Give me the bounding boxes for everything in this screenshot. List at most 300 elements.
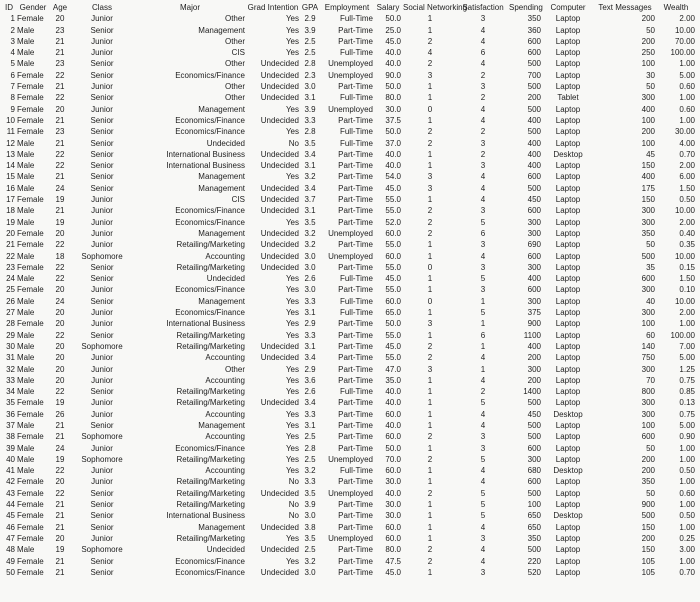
cell-wealth: 100.00 bbox=[670, 330, 695, 340]
table-row bbox=[2, 533, 696, 544]
cell-computer: Desktop bbox=[553, 409, 583, 419]
cell-age: 22 bbox=[55, 161, 65, 171]
cell-major: Undecided bbox=[206, 545, 245, 555]
cell-gender: Male bbox=[17, 353, 35, 363]
cell-id: 38 bbox=[6, 432, 15, 442]
cell-gender: Male bbox=[17, 420, 35, 430]
cell-satisfaction: 3 bbox=[480, 285, 486, 295]
cell-grad-intention: Yes bbox=[285, 443, 299, 453]
cell-spending: 400 bbox=[527, 149, 541, 159]
cell-employment: Part-Time bbox=[338, 511, 373, 521]
column-header-social-networking: Social Networking bbox=[403, 3, 468, 12]
table-row bbox=[2, 544, 696, 555]
cell-salary: 47.5 bbox=[385, 556, 401, 566]
cell-social-networking: 1 bbox=[427, 443, 433, 453]
cell-class: Senior bbox=[90, 115, 114, 125]
cell-text-messages: 100 bbox=[641, 115, 655, 125]
cell-gpa: 3.2 bbox=[304, 240, 316, 250]
cell-text-messages: 150 bbox=[641, 195, 655, 205]
cell-satisfaction: 4 bbox=[480, 59, 486, 69]
cell-social-networking: 1 bbox=[427, 500, 433, 510]
cell-computer: Laptop bbox=[555, 398, 581, 408]
cell-grad-intention: Undecided bbox=[260, 115, 299, 125]
cell-text-messages: 250 bbox=[641, 48, 655, 58]
cell-salary: 30.0 bbox=[385, 511, 401, 521]
cell-employment: Unemployed bbox=[328, 70, 373, 80]
cell-employment: Part-Time bbox=[338, 420, 373, 430]
cell-social-networking: 3 bbox=[427, 183, 433, 193]
cell-major: Other bbox=[224, 364, 245, 374]
cell-text-messages: 900 bbox=[641, 500, 655, 510]
cell-grad-intention: Undecided bbox=[260, 251, 299, 261]
cell-wealth: 1.00 bbox=[679, 59, 695, 69]
cell-computer: Laptop bbox=[555, 432, 581, 442]
cell-text-messages: 150 bbox=[641, 161, 655, 171]
cell-spending: 400 bbox=[527, 161, 541, 171]
cell-spending: 200 bbox=[527, 93, 541, 103]
cell-employment: Part-Time bbox=[338, 172, 373, 182]
cell-spending: 220 bbox=[527, 556, 541, 566]
cell-major: Accounting bbox=[205, 251, 245, 261]
cell-salary: 65.0 bbox=[385, 308, 401, 318]
cell-id: 18 bbox=[6, 206, 15, 216]
cell-gpa: 3.3 bbox=[304, 296, 316, 306]
cell-id: 3 bbox=[10, 36, 15, 46]
cell-id: 22 bbox=[6, 251, 15, 261]
cell-gpa: 2.8 bbox=[304, 443, 316, 453]
cell-salary: 70.0 bbox=[385, 454, 401, 464]
cell-major: Retailing/Marketing bbox=[176, 533, 245, 543]
cell-text-messages: 300 bbox=[641, 93, 655, 103]
cell-class: Sophomore bbox=[81, 545, 123, 555]
cell-employment: Full-Time bbox=[339, 296, 373, 306]
cell-wealth: 0.70 bbox=[679, 567, 695, 577]
cell-major: Accounting bbox=[205, 466, 245, 476]
cell-spending: 350 bbox=[527, 533, 541, 543]
cell-gender: Female bbox=[17, 70, 44, 80]
cell-gpa: 3.8 bbox=[304, 522, 316, 532]
cell-gpa: 3.1 bbox=[304, 420, 316, 430]
cell-satisfaction: 3 bbox=[480, 206, 486, 216]
cell-age: 22 bbox=[55, 466, 65, 476]
cell-gender: Male bbox=[17, 206, 35, 216]
cell-employment: Part-Time bbox=[338, 217, 373, 227]
cell-computer: Laptop bbox=[555, 127, 581, 137]
cell-major: Economics/Finance bbox=[175, 70, 245, 80]
cell-text-messages: 350 bbox=[641, 228, 655, 238]
cell-salary: 40.0 bbox=[385, 420, 401, 430]
table-row bbox=[2, 92, 696, 103]
cell-spending: 600 bbox=[527, 443, 541, 453]
cell-computer: Laptop bbox=[555, 364, 581, 374]
cell-computer: Laptop bbox=[555, 82, 581, 92]
cell-employment: Part-Time bbox=[338, 149, 373, 159]
cell-gender: Female bbox=[17, 533, 44, 543]
cell-spending: 600 bbox=[527, 172, 541, 182]
cell-id: 6 bbox=[10, 70, 15, 80]
cell-age: 19 bbox=[55, 398, 65, 408]
cell-gpa: 3.0 bbox=[304, 567, 316, 577]
cell-salary: 37.5 bbox=[385, 115, 401, 125]
cell-spending: 300 bbox=[527, 296, 541, 306]
cell-age: 21 bbox=[55, 511, 65, 521]
cell-age: 20 bbox=[55, 228, 65, 238]
cell-social-networking: 2 bbox=[427, 454, 433, 464]
cell-spending: 200 bbox=[527, 375, 541, 385]
cell-major: Retailing/Marketing bbox=[176, 500, 245, 510]
cell-satisfaction: 5 bbox=[480, 217, 486, 227]
cell-id: 2 bbox=[10, 25, 15, 35]
cell-grad-intention: Undecided bbox=[260, 161, 299, 171]
cell-id: 1 bbox=[10, 14, 15, 24]
cell-computer: Laptop bbox=[555, 522, 581, 532]
cell-gender: Female bbox=[17, 228, 44, 238]
table-row bbox=[2, 104, 696, 115]
cell-major: Other bbox=[224, 93, 245, 103]
cell-social-networking: 1 bbox=[427, 511, 433, 521]
column-header-id: ID bbox=[5, 3, 13, 12]
cell-salary: 60.0 bbox=[385, 228, 401, 238]
cell-wealth: 2.00 bbox=[679, 14, 695, 24]
cell-satisfaction: 2 bbox=[480, 93, 486, 103]
cell-text-messages: 500 bbox=[641, 251, 655, 261]
cell-gender: Male bbox=[17, 161, 35, 171]
cell-id: 31 bbox=[6, 353, 15, 363]
cell-salary: 40.0 bbox=[385, 488, 401, 498]
cell-satisfaction: 4 bbox=[480, 195, 486, 205]
cell-text-messages: 300 bbox=[641, 217, 655, 227]
cell-computer: Laptop bbox=[555, 387, 581, 397]
cell-major: Retailing/Marketing bbox=[176, 341, 245, 351]
cell-salary: 60.0 bbox=[385, 409, 401, 419]
table-row bbox=[2, 488, 696, 499]
cell-id: 34 bbox=[6, 387, 15, 397]
table-row bbox=[2, 420, 696, 431]
cell-age: 20 bbox=[55, 14, 65, 24]
cell-salary: 40.0 bbox=[385, 398, 401, 408]
cell-text-messages: 100 bbox=[641, 59, 655, 69]
header-row bbox=[2, 2, 696, 13]
cell-social-networking: 0 bbox=[427, 262, 433, 272]
cell-employment: Part-Time bbox=[338, 319, 373, 329]
cell-grad-intention: Yes bbox=[285, 432, 299, 442]
cell-spending: 500 bbox=[527, 82, 541, 92]
cell-spending: 300 bbox=[527, 262, 541, 272]
cell-gender: Male bbox=[17, 138, 35, 148]
cell-gpa: 2.8 bbox=[304, 59, 316, 69]
cell-id: 8 bbox=[10, 93, 15, 103]
table-row bbox=[2, 47, 696, 58]
cell-gpa: 3.9 bbox=[304, 104, 316, 114]
cell-age: 21 bbox=[55, 522, 65, 532]
cell-satisfaction: 6 bbox=[480, 330, 486, 340]
cell-grad-intention: Undecided bbox=[260, 82, 299, 92]
cell-gender: Female bbox=[17, 567, 44, 577]
column-header-computer: Computer bbox=[550, 3, 586, 12]
cell-age: 20 bbox=[55, 364, 65, 374]
cell-major: Management bbox=[198, 104, 245, 114]
cell-class: Senior bbox=[90, 522, 114, 532]
cell-spending: 300 bbox=[527, 364, 541, 374]
cell-gpa: 3.5 bbox=[304, 488, 316, 498]
cell-age: 19 bbox=[55, 195, 65, 205]
cell-gender: Female bbox=[17, 556, 44, 566]
cell-age: 22 bbox=[55, 330, 65, 340]
cell-major: Other bbox=[224, 14, 245, 24]
cell-wealth: 0.75 bbox=[679, 375, 695, 385]
cell-satisfaction: 1 bbox=[480, 364, 486, 374]
cell-wealth: 1.00 bbox=[679, 319, 695, 329]
cell-class: Junior bbox=[91, 36, 113, 46]
cell-id: 28 bbox=[6, 319, 15, 329]
cell-major: Retailing/Marketing bbox=[176, 488, 245, 498]
cell-employment: Unemployed bbox=[328, 488, 373, 498]
cell-wealth: 0.60 bbox=[679, 104, 695, 114]
cell-age: 22 bbox=[55, 240, 65, 250]
cell-spending: 680 bbox=[527, 466, 541, 476]
cell-text-messages: 50 bbox=[646, 443, 655, 453]
table-row bbox=[2, 522, 696, 533]
table-row bbox=[2, 228, 696, 239]
cell-id: 50 bbox=[6, 567, 15, 577]
cell-text-messages: 300 bbox=[641, 398, 655, 408]
cell-gpa: 2.9 bbox=[304, 319, 316, 329]
cell-satisfaction: 4 bbox=[480, 420, 486, 430]
cell-text-messages: 100 bbox=[641, 420, 655, 430]
cell-social-networking: 2 bbox=[427, 206, 433, 216]
cell-grad-intention: Undecided bbox=[260, 149, 299, 159]
cell-gender: Female bbox=[17, 240, 44, 250]
cell-wealth: 0.13 bbox=[679, 398, 695, 408]
cell-satisfaction: 4 bbox=[480, 104, 486, 114]
cell-social-networking: 1 bbox=[427, 375, 433, 385]
cell-grad-intention: Yes bbox=[285, 319, 299, 329]
table-row bbox=[2, 13, 696, 24]
cell-spending: 500 bbox=[527, 432, 541, 442]
column-header-salary: Salary bbox=[376, 3, 400, 12]
cell-grad-intention: Yes bbox=[285, 127, 299, 137]
column-header-grad-intention: Grad Intention bbox=[247, 3, 299, 12]
cell-class: Senior bbox=[90, 93, 114, 103]
cell-gender: Female bbox=[17, 127, 44, 137]
cell-satisfaction: 3 bbox=[480, 240, 486, 250]
cell-gender: Female bbox=[17, 432, 44, 442]
cell-satisfaction: 3 bbox=[480, 138, 486, 148]
cell-satisfaction: 4 bbox=[480, 545, 486, 555]
cell-wealth: 0.50 bbox=[679, 195, 695, 205]
cell-gender: Male bbox=[17, 466, 35, 476]
cell-gender: Male bbox=[17, 443, 35, 453]
cell-spending: 375 bbox=[527, 308, 541, 318]
cell-gpa: 3.0 bbox=[304, 262, 316, 272]
cell-satisfaction: 4 bbox=[480, 172, 486, 182]
cell-grad-intention: Undecided bbox=[260, 341, 299, 351]
cell-id: 11 bbox=[6, 127, 15, 137]
cell-text-messages: 35 bbox=[646, 262, 655, 272]
cell-grad-intention: No bbox=[288, 138, 299, 148]
cell-major: Retailing/Marketing bbox=[176, 330, 245, 340]
cell-text-messages: 400 bbox=[641, 104, 655, 114]
cell-salary: 60.0 bbox=[385, 533, 401, 543]
cell-class: Junior bbox=[91, 398, 113, 408]
cell-major: Retailing/Marketing bbox=[176, 398, 245, 408]
cell-wealth: 1.00 bbox=[679, 443, 695, 453]
cell-age: 21 bbox=[55, 567, 65, 577]
cell-major: International Business bbox=[166, 149, 245, 159]
cell-employment: Part-Time bbox=[338, 161, 373, 171]
cell-employment: Full-Time bbox=[339, 14, 373, 24]
cell-gpa: 3.3 bbox=[304, 409, 316, 419]
table-row bbox=[2, 160, 696, 171]
cell-salary: 30.0 bbox=[385, 477, 401, 487]
cell-employment: Part-Time bbox=[338, 522, 373, 532]
cell-salary: 60.0 bbox=[385, 522, 401, 532]
cell-social-networking: 3 bbox=[427, 319, 433, 329]
cell-computer: Laptop bbox=[555, 70, 581, 80]
cell-text-messages: 300 bbox=[641, 409, 655, 419]
cell-social-networking: 1 bbox=[427, 274, 433, 284]
cell-salary: 50.0 bbox=[385, 14, 401, 24]
cell-satisfaction: 4 bbox=[480, 466, 486, 476]
cell-id: 23 bbox=[6, 262, 15, 272]
cell-id: 21 bbox=[6, 240, 15, 250]
cell-social-networking: 1 bbox=[427, 420, 433, 430]
table-row bbox=[2, 115, 696, 126]
cell-salary: 47.0 bbox=[385, 364, 401, 374]
cell-satisfaction: 4 bbox=[480, 353, 486, 363]
cell-gender: Female bbox=[17, 511, 44, 521]
cell-id: 43 bbox=[6, 488, 15, 498]
cell-gpa: 3.2 bbox=[304, 172, 316, 182]
cell-text-messages: 200 bbox=[641, 466, 655, 476]
cell-grad-intention: Undecided bbox=[260, 488, 299, 498]
cell-social-networking: 2 bbox=[427, 341, 433, 351]
cell-employment: Part-Time bbox=[338, 341, 373, 351]
cell-gpa: 3.2 bbox=[304, 466, 316, 476]
cell-age: 21 bbox=[55, 36, 65, 46]
cell-class: Sophomore bbox=[81, 251, 123, 261]
cell-wealth: 0.10 bbox=[679, 285, 695, 295]
cell-computer: Laptop bbox=[555, 183, 581, 193]
cell-major: Accounting bbox=[205, 375, 245, 385]
cell-spending: 520 bbox=[527, 567, 541, 577]
cell-text-messages: 350 bbox=[641, 477, 655, 487]
cell-wealth: 1.00 bbox=[679, 93, 695, 103]
cell-grad-intention: Undecided bbox=[260, 353, 299, 363]
cell-text-messages: 105 bbox=[641, 556, 655, 566]
cell-class: Senior bbox=[90, 488, 114, 498]
cell-wealth: 5.00 bbox=[679, 70, 695, 80]
cell-salary: 50.0 bbox=[385, 82, 401, 92]
cell-salary: 40.0 bbox=[385, 149, 401, 159]
cell-age: 23 bbox=[55, 59, 65, 69]
cell-class: Junior bbox=[91, 319, 113, 329]
cell-social-networking: 2 bbox=[427, 127, 433, 137]
cell-text-messages: 150 bbox=[641, 545, 655, 555]
cell-salary: 30.0 bbox=[385, 104, 401, 114]
cell-grad-intention: Undecided bbox=[260, 228, 299, 238]
cell-spending: 350 bbox=[527, 14, 541, 24]
cell-text-messages: 70 bbox=[646, 375, 655, 385]
cell-grad-intention: No bbox=[288, 511, 299, 521]
cell-age: 22 bbox=[55, 387, 65, 397]
cell-id: 49 bbox=[6, 556, 15, 566]
cell-social-networking: 2 bbox=[427, 353, 433, 363]
cell-grad-intention: Yes bbox=[285, 48, 299, 58]
cell-gender: Female bbox=[17, 477, 44, 487]
cell-satisfaction: 4 bbox=[480, 251, 486, 261]
cell-salary: 80.0 bbox=[385, 545, 401, 555]
cell-gpa: 3.6 bbox=[304, 375, 316, 385]
cell-wealth: 0.35 bbox=[679, 240, 695, 250]
cell-computer: Laptop bbox=[555, 319, 581, 329]
cell-salary: 45.0 bbox=[385, 36, 401, 46]
cell-spending: 500 bbox=[527, 127, 541, 137]
table-row bbox=[2, 465, 696, 476]
cell-major: Economics/Finance bbox=[175, 127, 245, 137]
cell-wealth: 0.60 bbox=[679, 488, 695, 498]
cell-age: 20 bbox=[55, 341, 65, 351]
cell-gpa: 2.6 bbox=[304, 387, 316, 397]
cell-grad-intention: Undecided bbox=[260, 262, 299, 272]
cell-gpa: 2.6 bbox=[304, 274, 316, 284]
cell-class: Senior bbox=[90, 183, 114, 193]
table-row bbox=[2, 510, 696, 521]
cell-computer: Laptop bbox=[555, 217, 581, 227]
cell-gpa: 3.1 bbox=[304, 161, 316, 171]
cell-id: 42 bbox=[6, 477, 15, 487]
cell-grad-intention: Yes bbox=[285, 556, 299, 566]
cell-id: 14 bbox=[6, 161, 15, 171]
cell-gender: Female bbox=[17, 195, 44, 205]
cell-gender: Female bbox=[17, 104, 44, 114]
cell-id: 25 bbox=[6, 285, 15, 295]
cell-text-messages: 105 bbox=[641, 567, 655, 577]
cell-class: Senior bbox=[90, 274, 114, 284]
column-header-major: Major bbox=[179, 3, 200, 12]
cell-gender: Female bbox=[17, 93, 44, 103]
cell-text-messages: 800 bbox=[641, 387, 655, 397]
cell-class: Senior bbox=[90, 25, 114, 35]
cell-major: Accounting bbox=[205, 353, 245, 363]
cell-employment: Full-Time bbox=[339, 466, 373, 476]
cell-wealth: 1.00 bbox=[679, 115, 695, 125]
cell-employment: Part-Time bbox=[338, 443, 373, 453]
cell-gender: Male bbox=[17, 375, 35, 385]
cell-spending: 400 bbox=[527, 274, 541, 284]
cell-wealth: 1.00 bbox=[679, 500, 695, 510]
cell-computer: Laptop bbox=[555, 285, 581, 295]
cell-major: Retailing/Marketing bbox=[176, 387, 245, 397]
cell-employment: Part-Time bbox=[338, 285, 373, 295]
cell-salary: 50.0 bbox=[385, 443, 401, 453]
cell-spending: 100 bbox=[527, 500, 541, 510]
cell-class: Junior bbox=[91, 443, 113, 453]
cell-major: Other bbox=[224, 82, 245, 92]
cell-age: 21 bbox=[55, 556, 65, 566]
cell-text-messages: 400 bbox=[641, 172, 655, 182]
cell-class: Senior bbox=[90, 567, 114, 577]
cell-age: 21 bbox=[55, 172, 65, 182]
cell-satisfaction: 4 bbox=[480, 556, 486, 566]
cell-spending: 400 bbox=[527, 115, 541, 125]
cell-major: Retailing/Marketing bbox=[176, 454, 245, 464]
cell-gpa: 2.5 bbox=[304, 432, 316, 442]
cell-salary: 60.0 bbox=[385, 432, 401, 442]
cell-gpa: 3.2 bbox=[304, 228, 316, 238]
cell-class: Junior bbox=[91, 217, 113, 227]
cell-employment: Unemployed bbox=[328, 251, 373, 261]
